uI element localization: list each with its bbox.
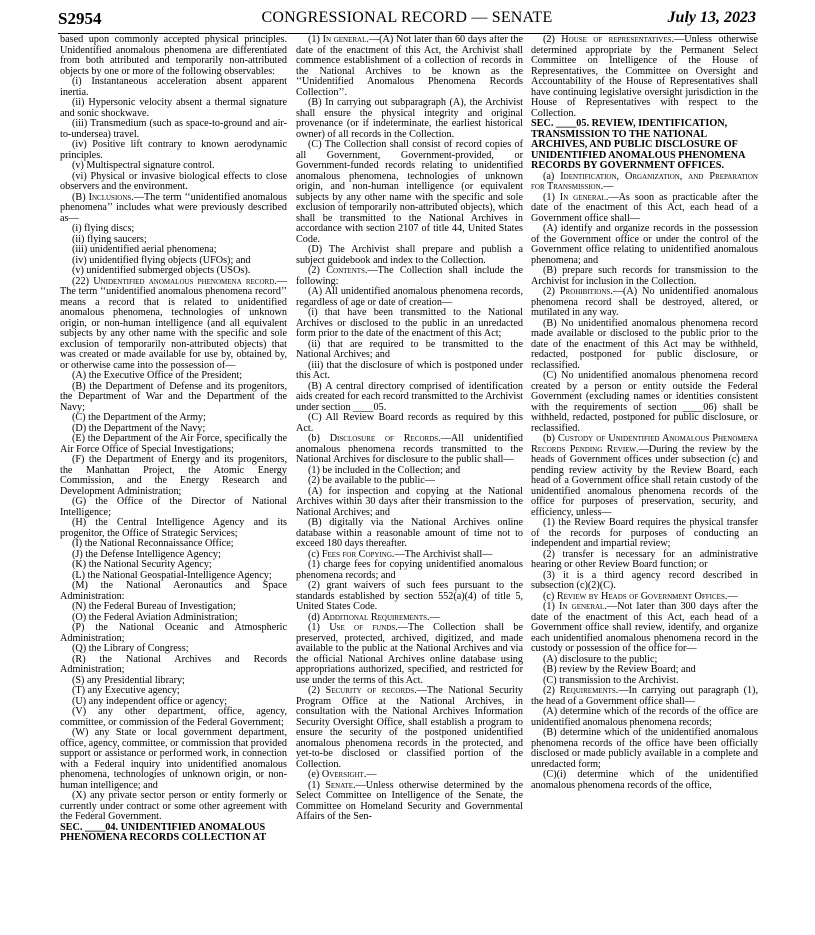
text-column-2 [296,35,523,935]
paragraph-text: (iii) unidentified aerial phenomena; [72,244,217,255]
paragraph-text: (1) the Review Board requires the physical transfer of the records for purposes of conducting an independent and impartial review; [531,517,758,549]
paragraph-text: (i) that have been transmitted to the National Archives or disclosed to the public in an unredacted form prior to the date of the enactment of this Act; [296,307,523,339]
publication-title: CONGRESSIONAL RECORD — SENATE [261,9,553,26]
paragraph-text: (V) any other department, office, agency, committee, or commission of the Federal Government; [60,706,287,728]
paragraph-text: (R) the National Archives and Records Administration; [60,653,287,675]
paragraph-text: (3) it is a third agency record described in subsection (c)(2)(C). [531,569,758,591]
paragraph-text: (J) the Defense Intelligence Agency; [72,548,221,560]
paragraph-text: (v) Multispectral signature control. [72,160,215,171]
section-heading: SEC. ____04. UNIDENTIFIED ANOMALOUS PHENOMENA RECORDS COLLECTION AT [60,821,267,843]
paragraph-heading: Additional Requirements [322,611,428,623]
paragraph-text: .—(A) No unidentified anomalous phenomena record shall be destroyed, altered, or mutilated in any way. [531,286,758,318]
paragraph-enumerator: (c) [308,548,322,560]
paragraph-text: .—The Archivist shall— [391,548,493,560]
paragraph-text: (iii) that the disclosure of which is postponed under this Act. [296,359,523,381]
paragraph [531,193,758,225]
paragraph [60,119,287,140]
paragraph [531,266,758,287]
paragraph-text: (X) any private sector person or entity formerly or currently under contract or some other agreement with the Federal Government. [60,790,287,822]
text-column-1 [60,35,287,935]
paragraph [60,518,287,539]
paragraph-text: (C) the Department of the Army; [72,412,206,423]
paragraph [60,707,287,728]
paragraph-text: (vi) Physical or invasive biological effects to close observers and the environment. [60,170,287,192]
paragraph [296,781,523,823]
paragraph [60,655,287,676]
paragraph-text: .—Not later than 300 days after the date of the enactment of this Act, each head of a Government office shall review, identify, and organize each unidentified anomalous phenomena record in the custody or possession of the office for— [531,601,758,654]
paragraph-text: (S) any Presidential library; [72,674,185,686]
paragraph [60,728,287,791]
paragraph-enumerator: (a) [543,170,561,182]
paragraph-text: (A) identify and organize records in the possession of the Government office or under the control of the Government office relating to unidentified anomalous phenomena; and [531,223,758,266]
paragraph [60,455,287,497]
paragraph [531,707,758,728]
paragraph-text: (ii) that are required to be transmitted to the National Archives; and [296,338,523,360]
paragraph [60,434,287,455]
paragraph [296,623,523,686]
paragraph-text: (B) A central directory comprised of identification aids created for each record transmitted to the Archivist under section ____05. [296,380,523,413]
paragraph-enumerator: (b) [543,433,559,444]
paragraph-heading: Requirements [559,685,616,696]
paragraph-text: (L) the National Geospatial-Intelligence Agency; [72,569,272,581]
paragraph-text: (B) prepare such records for transmission to the Archivist for inclusion in the Collection. [531,265,758,287]
paragraph-text: (i) Instantaneous acceleration absent apparent inertia. [60,76,287,98]
paragraph-heading: Security of records [325,685,415,696]
paragraph-heading: Review by Heads of Government Offices [556,590,725,602]
paragraph-text: (v) unidentified submerged objects (USOs). [72,265,251,276]
paragraph [531,319,758,372]
paragraph-text: (2) be available to the public— [308,475,436,486]
paragraph [296,560,523,581]
paragraph [531,602,758,655]
paragraph-enumerator: (2) [308,685,326,696]
paragraph-enumerator: (c) [543,590,557,602]
publication-date: July 13, 2023 [667,9,756,26]
paragraph-enumerator: (1) [543,601,560,612]
paragraph-text: (iii) Transmedium (such as space-to-ground and air-to-undersea) travel. [60,118,287,140]
paragraph [60,581,287,602]
paragraph-enumerator: (1) [543,191,560,203]
paragraph-heading: Use of funds [329,622,396,633]
paragraph [60,98,287,119]
paragraph-text: .—The Collection shall include the following: [296,265,523,287]
paragraph-text: .— [363,769,377,780]
paragraph [60,35,287,77]
paragraph [531,728,758,770]
paragraph-text: (K) the National Security Agency; [72,559,212,570]
page-header [58,8,756,34]
paragraph-text: .—As soon as practicable after the date of the enactment of this Act, each head of a Government office shall— [531,191,758,224]
paragraph-text: (B) determine which of the unidentified anomalous phenomena records of the office have been officially disclosed or made publicly available in a complete and unredacted form; [531,727,758,770]
paragraph-text: (A) disclosure to the public; [543,653,658,665]
paragraph-text: (A) determine which of the records of the office are unidentified anomalous phenomena records; [531,706,758,728]
paragraph-text: .—In carrying out paragraph (1), the head of a Government office shall— [531,685,758,707]
paragraph-text: .—The National Security Program Office at the National Archives, in consultation with the National Archives Information Security Oversight Office, shall establish a program to ensure the security of the postponed unidentified anomalous phenomena records in the protected, and yet-to-be disclosed or classified portion of the Collection. [296,685,523,770]
paragraph-text: .— [724,590,738,602]
paragraph-text: based upon commonly accepted physical principles. Unidentified anomalous phenomena are differentiated from both attributed and temporarily non-attributed objects by one or more of the following observables: [60,35,287,77]
paragraph-text: (A) for inspection and copying at the National Archives within 30 days after their transmission to the National Archives; and [296,485,523,518]
paragraph [60,77,287,98]
paragraph-enumerator: (1) [308,622,330,633]
paragraph [531,172,758,193]
paragraph [296,518,523,550]
paragraph [531,518,758,550]
paragraph-enumerator: (e) [308,769,322,780]
paragraph-heading: Contents [326,265,365,276]
paragraph-text: (ii) flying saucers; [72,233,147,245]
paragraph-heading: Unidentified anomalous phenomena record [93,275,275,287]
paragraph-enumerator: (d) [308,611,323,623]
paragraph [531,571,758,592]
paragraph-text: (M) the National Aeronautics and Space Administration: [60,580,287,602]
paragraph-text: (B) digitally via the National Archives online database within a reasonable amount of time not to exceed 180 days thereafter. [296,517,523,549]
section-heading: SEC. ____05. REVIEW, IDENTIFICATION, TRANSMISSION TO THE NATIONAL ARCHIVES, AND PUBLIC DISCLOSURE OF UNIDENTIFIED ANOMALOUS PHENOMENA RECORDS BY GOVERNMENT OFFICES. [531,118,745,171]
paragraph [296,487,523,519]
paragraph-text: (2) transfer is necessary for an administrative hearing or other Review Board function; or [531,548,758,570]
paragraph [60,382,287,414]
paragraph-text: (D) The Archivist shall prepare and publish a subject guidebook and index to the Collection. [296,244,523,266]
paragraph-text: .—The term ‘‘unidentified anomalous phenomena record’’ means a record that is related to unidentified anomalous phenomena, technologies of unknown origin, or non-human intelligence (and all equivalent subjects by any other name with the specific and sole exclusion of temporarily non-attributed objects) that was created or made available for use by, obtained by, or otherwise came into the possession of— [60,275,287,371]
paragraph-heading: In general [322,35,367,45]
text-column-3 [531,35,758,935]
paragraph [60,277,287,372]
paragraph-text: (iv) Positive lift contrary to known aerodynamic principles. [60,139,287,161]
paragraph [531,686,758,707]
paragraph-text: .—The Collection shall be preserved, protected, archived, digitized, and made available to the public at the National Archives and via the official National Archives online database using appropriations authorized, specified, and restricted for use under the terms of this Act. [296,622,523,686]
paragraph-text: .—All unidentified anomalous phenomena records transmitted to the National Archives for disclosure to the public shall— [296,433,523,465]
paragraph-heading: Oversight [321,769,364,780]
paragraph-heading: In general [559,191,606,203]
paragraph-text: (1) be included in the Collection; and [308,464,461,476]
paragraph [60,623,287,644]
paragraph-enumerator: (b) [308,433,330,444]
paragraph [296,686,523,770]
paragraph-text: .—Unless otherwise determined by the Select Committee on Intelligence of the Senate, the Committee on Homeland Security and Governmental Affairs of the Sen- [296,779,523,822]
paragraph [296,361,523,382]
paragraph-text: (C) transmission to the Archivist. [543,674,679,686]
paragraph [296,413,523,434]
paragraph-text: (1) charge fees for copying unidentified anomalous phenomena records; and [296,559,523,581]
paragraph-text: (Q) the Library of Congress; [72,643,189,654]
paragraph [60,193,287,225]
paragraph-text: (I) the National Reconnaissance Office; [72,538,234,549]
paragraph-enumerator: (2) [308,265,327,276]
paragraph-text: (A) the Executive Office of the President; [72,370,243,381]
paragraph-enumerator: (1) [308,779,326,791]
paragraph-text: (D) the Department of the Navy; [72,422,206,434]
paragraph-text: .— [600,181,614,192]
paragraph-text: (P) the National Oceanic and Atmospheric Administration; [60,622,287,644]
paragraph-heading: House of representatives [561,35,672,45]
paragraph [531,550,758,571]
paragraph-text: (C) The Collection shall consist of record copies of all Government, Government-provided, or Government-funded records relating to unidentified anomalous phenomena, technologies of unknown origin, and non-human intelligence (or equivalent subjects by any other name with the specific and sole exclusion of temporarily non-attributed objects), which shall be transmitted to the National Archives in accordance with section 2107 of title 44, United States Code. [296,139,523,245]
paragraph-enumerator: (B) [72,191,89,203]
paragraph-text: (F) the Department of Energy and its progenitors, the Manhattan Project, the Atomic Energy Commission, and the Energy Research and Development Administration; [60,454,287,497]
paragraph-text: (A) All unidentified anomalous phenomena records, regardless of age or date of creation— [296,286,523,308]
paragraph [296,266,523,287]
paragraph-text: (ii) Hypersonic velocity absent a thermal signature and sonic shockwave. [60,97,287,119]
paragraph-enumerator: (2) [543,35,562,45]
paragraph-text: (B) review by the Review Board; and [543,664,696,675]
paragraph-text: (W) any State or local government department, office, agency, committee, or commission that provided support or assistance or performed work, in connection with a Federal inquiry into unidentified anomalous phenomena, technologies of unknown origin, or non-human intelligence; and [60,727,287,791]
paragraph-text: (C) All Review Board records as required by this Act. [296,412,523,434]
paragraph [60,172,287,193]
paragraph-text: (i) flying discs; [72,223,135,234]
paragraph-text: (2) grant waivers of such fees pursuant to the standards established by section 552(a)(4) of title 5, United States Code. [296,580,523,612]
paragraph-text: (B) In carrying out subparagraph (A), the Archivist shall ensure the physical integrity and original provenance (or if indeterminate, the earliest historical owner) of all records in the Collection. [296,97,523,140]
paragraph [531,35,758,119]
paragraph [60,791,287,823]
paragraph-text: (B) No unidentified anomalous phenomena record made available or disclosed to the public prior to the date of the enactment of this Act may be withheld, redacted, postponed for public disclosure, or reclassified. [531,317,758,371]
paragraph-text: (U) any independent office or agency; [72,695,228,707]
paragraph [296,98,523,140]
paragraph [531,287,758,319]
paragraph-text: (O) the Federal Aviation Administration; [72,611,238,623]
paragraph [296,140,523,245]
paragraph-heading: Prohibitions [559,286,611,297]
paragraph-text: (H) the Central Intelligence Agency and its progenitor, the Office of Strategic Services; [60,517,287,539]
paragraph [296,287,523,308]
paragraph [296,340,523,361]
paragraph-text: (E) the Department of the Air Force, specifically the Air Force Office of Special Investigations; [60,433,287,455]
paragraph [296,581,523,613]
paragraph-heading: Identification, Organization, and Preparation for Transmission [531,170,758,192]
paragraph-heading: Disclosure of Records [329,433,439,444]
paragraph [296,35,523,98]
page-number: S2954 [58,9,102,28]
paragraph-text: (iv) unidentified flying objects (UFOs); and [72,254,251,266]
paragraph-heading: Senate [325,779,354,791]
paragraph-text: (B) the Department of Defense and its progenitors, the Department of War and the Department of the Navy; [60,380,287,413]
paragraph-text: .—During the review by the heads of Government offices under subsection (c) and pending review activity by the Review Board, each head of a Government office shall retain custody of the unidentified anomalous phenomena records of the office for purposes of preservation, security, and efficiency, unless— [531,443,758,518]
paragraph [296,434,523,466]
paragraph-text: (N) the Federal Bureau of Investigation; [72,601,236,612]
paragraph [60,140,287,161]
paragraph [531,224,758,266]
paragraph-enumerator: (1) [308,35,323,45]
paragraph [296,308,523,340]
paragraph-text: (G) the Office of the Director of National Intelligence; [60,496,287,518]
paragraph-heading: Fees for Copying [321,548,392,560]
paragraph-text: .— [427,611,440,623]
paragraph [296,245,523,266]
paragraph [531,434,758,518]
paragraph-text: (C)(i) determine which of the unidentified anomalous phenomena records of the office, [531,769,758,791]
paragraph [60,497,287,518]
paragraph-heading: Custody of Unidentified Anomalous Phenomena Records Pending Review [531,433,758,455]
paragraph-enumerator: (2) [543,286,560,297]
paragraph [531,770,758,791]
paragraph-text: (C) No unidentified anomalous phenomena record created by a person or entity outside the Federal Government (excluding names or identities consistent with the requirements of section ____06) shall be withheld, redacted, postponed for public disclosure, or reclassified. [531,370,758,434]
paragraph-heading: Inclusions [88,191,132,203]
paragraph-text: (T) any Executive agency; [72,685,180,696]
paragraph-heading: In general [559,601,605,612]
paragraph-enumerator: (2) [543,685,560,696]
paragraph [296,382,523,414]
paragraph-text: .—(A) Not later than 60 days after the date of the enactment of this Act, the Archivist shall commence establishment of a collection of records in the National Archives to be known as the ‘‘Unidentified Anomalous Phenomena Records Collection’’. [296,35,523,98]
paragraph-text: .—The term ‘‘unidentified anomalous phenomena’’ includes what were previously described as— [60,191,287,224]
paragraph-text: .—Unless otherwise determined appropriate by the Permanent Select Committee on Intelligence of the House of Representatives, the Committee on Oversight and Accountability of the House of Representatives shall have continuing legislative oversight jurisdiction in the House of Representatives with respect to the Collection. [531,35,758,119]
paragraph [531,371,758,434]
paragraph-enumerator: (22) [72,275,94,287]
